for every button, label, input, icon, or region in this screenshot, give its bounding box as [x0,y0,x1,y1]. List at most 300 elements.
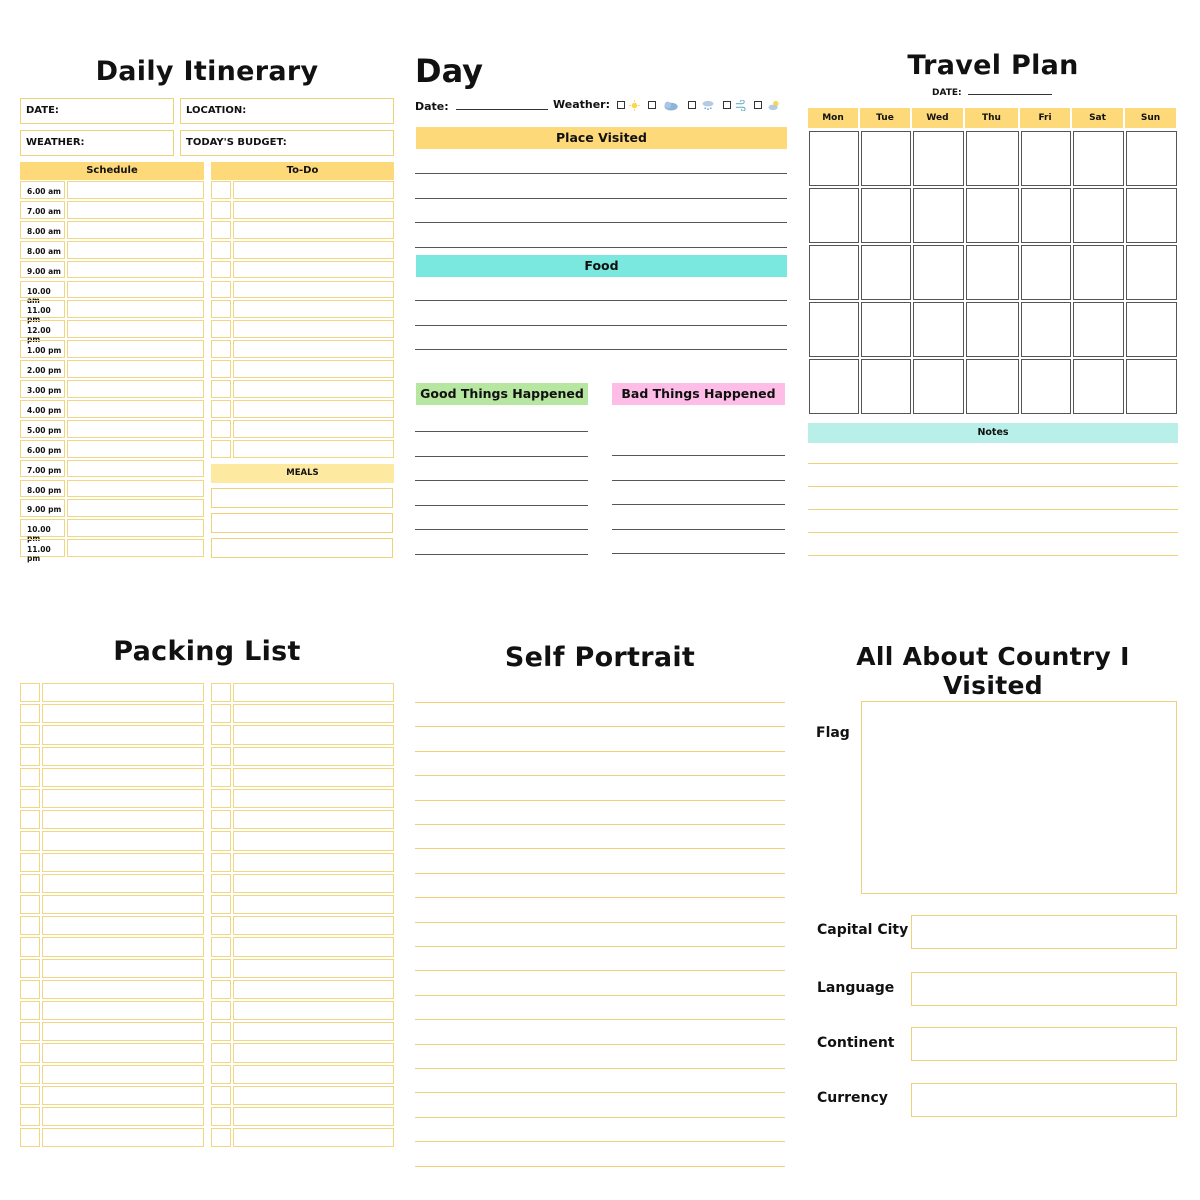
schedule-time-cell [20,460,65,478]
calendar-day-cell[interactable] [1126,188,1177,243]
schedule-time-cell [20,241,65,259]
meal-field-1[interactable] [211,488,393,508]
calendar-day-cell[interactable] [1073,188,1124,243]
calendar-day-cell[interactable] [861,359,911,414]
self-portrait-line [415,1019,785,1020]
schedule-time-cell [20,181,65,199]
self-portrait-line [415,995,785,996]
todo-checkbox[interactable] [211,241,231,259]
self-portrait-line [415,775,785,776]
schedule-row [20,519,204,544]
budget-field[interactable] [180,130,394,156]
weather-check-wind[interactable] [723,101,731,109]
packing-item-cell[interactable] [233,768,394,787]
schedule-row [20,360,204,378]
calendar-day-header: Mon [808,108,858,128]
packing-checkbox[interactable] [20,747,40,766]
schedule-header: Schedule [20,162,204,180]
packing-item-cell[interactable] [42,1128,204,1147]
packing-checkbox[interactable] [20,683,40,702]
todo-checkbox[interactable] [211,281,231,299]
schedule-row [20,281,204,305]
packing-checkbox[interactable] [211,916,231,935]
schedule-time-label: 11.00 pm [27,306,51,325]
packing-item-cell[interactable] [42,1001,204,1020]
packing-item-cell[interactable] [233,810,394,829]
capital-city-field[interactable] [911,915,1177,949]
food-line [415,349,787,350]
day-panel [415,50,787,560]
todo-checkbox[interactable] [211,201,231,219]
weather-check-partly[interactable] [754,101,762,109]
location-field[interactable] [180,98,394,124]
calendar-day-cell[interactable] [1021,131,1071,186]
calendar-day-cell[interactable] [966,359,1019,414]
packing-item-cell[interactable] [233,747,394,766]
schedule-entry-cell[interactable] [67,440,204,458]
schedule-row [20,400,204,418]
schedule-entry-cell[interactable] [67,420,204,438]
packing-row [20,895,204,914]
day-date-line[interactable] [456,109,548,110]
packing-item-cell[interactable] [233,959,394,978]
good-things-lines[interactable] [415,406,588,556]
day-weather-row [553,98,783,111]
packing-item-cell[interactable] [233,916,394,935]
packing-checkbox[interactable] [211,768,231,787]
language-label: Language [817,980,895,996]
calendar-day-cell[interactable] [913,245,964,300]
packing-item-cell[interactable] [233,789,394,808]
packing-item-cell[interactable] [233,1022,394,1041]
todo-entry-cell[interactable] [233,300,394,318]
weather-check-sun[interactable] [617,101,625,109]
packing-item-cell[interactable] [233,1128,394,1147]
schedule-time-cell [20,519,65,544]
calendar-day-cell[interactable] [1073,359,1124,414]
self-portrait-line [415,751,785,752]
packing-checkbox[interactable] [211,725,231,744]
packing-item-cell[interactable] [233,853,394,872]
meal-field-3[interactable] [211,538,393,558]
packing-row [211,1022,394,1041]
packing-row [20,768,204,787]
calendar-day-cell[interactable] [861,302,911,357]
todo-entry-cell[interactable] [233,340,394,358]
packing-checkbox[interactable] [211,747,231,766]
packing-row [20,1065,204,1084]
calendar-day-cell[interactable] [861,245,911,300]
todo-entry-cell[interactable] [233,221,394,239]
schedule-time-label: 8.00 pm [27,485,62,495]
travel-date-label: DATE: [932,88,962,98]
calendar-day-cell[interactable] [913,131,964,186]
packing-checkbox[interactable] [211,1043,231,1062]
place-visited-header: Place Visited [416,127,787,149]
schedule-entry-cell[interactable] [67,380,204,398]
packing-checkbox[interactable] [211,789,231,808]
packing-item-cell[interactable] [233,1043,394,1062]
schedule-entry-cell[interactable] [67,181,204,199]
calendar-day-cell[interactable] [809,302,859,357]
packing-row [20,1001,204,1020]
packing-item-cell[interactable] [233,980,394,999]
calendar-day-cell[interactable] [1073,245,1124,300]
todo-entry-cell[interactable] [233,420,394,438]
calendar-day-cell[interactable] [861,131,911,186]
packing-checkbox[interactable] [211,810,231,829]
packing-item-cell[interactable] [42,1043,204,1062]
calendar-day-cell[interactable] [1021,188,1071,243]
calendar-day-cell[interactable] [1126,302,1177,357]
packing-item-cell[interactable] [233,1086,394,1105]
packing-checkbox[interactable] [211,1022,231,1041]
schedule-row [20,420,204,438]
calendar-day-cell[interactable] [809,245,859,300]
packing-checkbox[interactable] [211,1065,231,1084]
notes-header: Notes [808,423,1178,443]
calendar-day-cell[interactable] [966,302,1019,357]
todo-row [211,241,394,259]
weather-field[interactable] [20,130,174,156]
calendar-day-cell[interactable] [1126,359,1177,414]
packing-checkbox[interactable] [20,704,40,723]
packing-checkbox[interactable] [20,853,40,872]
todo-entry-cell[interactable] [233,320,394,338]
schedule-row [20,380,204,398]
packing-list-panel [20,630,394,1152]
packing-checkbox[interactable] [20,937,40,956]
packing-checkbox[interactable] [20,1001,40,1020]
schedule-time-label: 9.00 am [27,266,61,276]
schedule-entry-cell[interactable] [67,360,204,378]
schedule-entry-cell[interactable] [67,241,204,259]
packing-checkbox[interactable] [20,1128,40,1147]
packing-item-cell[interactable] [42,937,204,956]
packing-checkbox[interactable] [211,1001,231,1020]
calendar-day-cell[interactable] [1073,302,1124,357]
notes-line [808,509,1178,510]
self-portrait-line [415,873,785,874]
calendar-day-cell[interactable] [966,131,1019,186]
todo-checkbox[interactable] [211,261,231,279]
todo-checkbox[interactable] [211,320,231,338]
todo-row [211,340,394,358]
schedule-time-cell [20,221,65,239]
schedule-entry-cell[interactable] [67,300,204,318]
packing-row [20,959,204,978]
date-field[interactable] [20,98,174,124]
packing-row [211,1001,394,1020]
todo-checkbox[interactable] [211,181,231,199]
packing-item-cell[interactable] [233,895,394,914]
self-portrait-line [415,970,785,971]
packing-item-cell[interactable] [42,1107,204,1126]
bad-things-line [612,529,785,530]
schedule-row [20,241,204,259]
calendar-day-cell[interactable] [1126,131,1177,186]
self-portrait-title: Self Portrait [504,642,696,673]
packing-checkbox[interactable] [20,725,40,744]
packing-item-cell[interactable] [42,831,204,850]
todo-entry-cell[interactable] [233,241,394,259]
schedule-entry-cell[interactable] [67,539,204,557]
schedule-row [20,320,204,345]
self-portrait-line [415,1117,785,1118]
schedule-time-label: 7.00 pm [27,465,62,475]
packing-item-cell[interactable] [233,1107,394,1126]
packing-checkbox[interactable] [20,874,40,893]
packing-row [211,768,394,787]
todo-entry-cell[interactable] [233,281,394,299]
packing-checkbox[interactable] [211,683,231,702]
schedule-time-label: 7.00 am [27,206,61,216]
todo-entry-cell[interactable] [233,201,394,219]
notes-line [808,486,1178,487]
packing-item-cell[interactable] [233,937,394,956]
packing-checkbox[interactable] [211,980,231,999]
todo-checkbox[interactable] [211,400,231,418]
todo-entry-cell[interactable] [233,261,394,279]
packing-list-title: Packing List [113,636,301,667]
bad-things-line [612,455,785,456]
packing-checkbox[interactable] [211,959,231,978]
currency-field[interactable] [911,1083,1177,1117]
snow-cloud-icon [700,100,716,111]
calendar-day-header: Wed [912,108,963,128]
packing-checkbox[interactable] [20,895,40,914]
packing-item-cell[interactable] [42,959,204,978]
schedule-time-label: 3.00 pm [27,386,62,395]
schedule-entry-cell[interactable] [67,320,204,338]
calendar-day-cell[interactable] [913,359,964,414]
packing-row [211,874,394,893]
packing-row [20,937,204,956]
language-field[interactable] [911,972,1177,1006]
notes-line [808,555,1178,556]
schedule-time-cell [20,380,65,398]
weather-check-snow[interactable] [688,101,696,109]
self-portrait-lines[interactable] [415,702,785,1152]
packing-item-cell[interactable] [42,789,204,808]
packing-item-cell[interactable] [233,683,394,702]
packing-checkbox[interactable] [20,916,40,935]
schedule-time-label: 2.00 pm [27,366,62,376]
packing-row [211,1107,394,1126]
calendar-day-header: Tue [860,108,910,128]
packing-checkbox[interactable] [211,1107,231,1126]
travel-date-row [932,88,1052,98]
todo-entry-cell[interactable] [233,181,394,199]
packing-item-cell[interactable] [42,768,204,787]
todo-entry-cell[interactable] [233,380,394,398]
schedule-time-label: 8.00 am [27,226,61,236]
packing-checkbox[interactable] [20,980,40,999]
calendar-day-cell[interactable] [913,302,964,357]
day-date-label: Date: [415,100,449,113]
packing-row [20,1128,204,1147]
calendar-day-cell[interactable] [1126,245,1177,300]
packing-checkbox[interactable] [211,1086,231,1105]
packing-item-cell[interactable] [42,725,204,744]
schedule-row [20,460,204,478]
todo-checkbox[interactable] [211,440,231,458]
todo-checkbox[interactable] [211,340,231,358]
todo-checkbox[interactable] [211,360,231,378]
packing-checkbox[interactable] [211,1128,231,1147]
schedule-entry-cell[interactable] [67,480,204,498]
packing-row [211,1043,394,1062]
packing-item-cell[interactable] [42,916,204,935]
packing-item-cell[interactable] [233,1065,394,1084]
todo-checkbox[interactable] [211,221,231,239]
schedule-entry-cell[interactable] [67,201,204,219]
calendar-day-cell[interactable] [1021,359,1071,414]
packing-item-cell[interactable] [42,874,204,893]
schedule-entry-cell[interactable] [67,261,204,279]
packing-checkbox[interactable] [211,874,231,893]
calendar-day-cell[interactable] [861,188,911,243]
todo-row [211,221,394,239]
packing-checkbox[interactable] [20,810,40,829]
packing-item-cell[interactable] [233,704,394,723]
packing-item-cell[interactable] [42,853,204,872]
schedule-entry-cell[interactable] [67,460,204,478]
calendar-day-cell[interactable] [966,188,1019,243]
self-portrait-line [415,946,785,947]
packing-row [20,1022,204,1041]
good-things-line [415,456,588,457]
place-visited-line [415,173,787,174]
packing-row [20,916,204,935]
calendar-day-cell[interactable] [1021,302,1071,357]
travel-date-line[interactable] [968,94,1052,95]
schedule-entry-cell[interactable] [67,340,204,358]
self-portrait-line [415,1166,785,1167]
packing-row [20,1043,204,1062]
packing-row [211,789,394,808]
packing-checkbox[interactable] [211,895,231,914]
packing-item-cell[interactable] [42,810,204,829]
good-things-line [415,505,588,506]
todo-checkbox[interactable] [211,380,231,398]
packing-checkbox[interactable] [20,1043,40,1062]
packing-row [211,853,394,872]
packing-checkbox[interactable] [20,1065,40,1084]
packing-row [211,747,394,766]
schedule-entry-cell[interactable] [67,281,204,299]
packing-checkbox[interactable] [211,937,231,956]
calendar-day-cell[interactable] [809,359,859,414]
todo-checkbox[interactable] [211,420,231,438]
todo-row [211,300,394,318]
packing-checkbox[interactable] [211,831,231,850]
packing-row [20,1086,204,1105]
packing-item-cell[interactable] [233,874,394,893]
calendar-day-header: Fri [1020,108,1070,128]
packing-row [20,810,204,829]
packing-item-cell[interactable] [233,1001,394,1020]
schedule-entry-cell[interactable] [67,221,204,239]
packing-checkbox[interactable] [20,831,40,850]
packing-checkbox[interactable] [20,1086,40,1105]
packing-checkbox[interactable] [20,768,40,787]
schedule-entry-cell[interactable] [67,519,204,537]
food-lines[interactable] [415,278,787,353]
schedule-time-cell [20,320,65,345]
packing-item-cell[interactable] [42,704,204,723]
self-portrait-line [415,1044,785,1045]
wind-icon [735,100,746,111]
self-portrait-line [415,848,785,849]
location-label: LOCATION: [186,105,247,116]
packing-checkbox[interactable] [211,704,231,723]
calendar-day-cell[interactable] [809,131,859,186]
packing-checkbox[interactable] [211,853,231,872]
packing-item-cell[interactable] [42,1065,204,1084]
schedule-time-cell [20,300,65,325]
schedule-row [20,261,204,279]
flag-box[interactable] [861,701,1177,894]
packing-item-cell[interactable] [42,895,204,914]
packing-checkbox[interactable] [20,959,40,978]
flag-label: Flag [816,725,850,741]
packing-item-cell[interactable] [42,1022,204,1041]
place-visited-lines[interactable] [415,150,787,250]
calendar-day-cell[interactable] [1073,131,1124,186]
packing-checkbox[interactable] [20,1022,40,1041]
continent-field[interactable] [911,1027,1177,1061]
calendar-day-cell[interactable] [809,188,859,243]
notes-lines[interactable] [808,443,1178,558]
weather-check-cloud[interactable] [648,101,656,109]
packing-item-cell[interactable] [233,725,394,744]
bad-things-lines[interactable] [612,406,785,556]
todo-entry-cell[interactable] [233,360,394,378]
packing-checkbox[interactable] [20,789,40,808]
place-visited-line [415,198,787,199]
schedule-row [20,480,204,498]
packing-item-cell[interactable] [42,980,204,999]
schedule-entry-cell[interactable] [67,400,204,418]
schedule-time-label: 11.00 pm [27,545,51,564]
packing-item-cell[interactable] [42,747,204,766]
calendar-day-cell[interactable] [1021,245,1071,300]
packing-item-cell[interactable] [42,683,204,702]
calendar-day-cell[interactable] [966,245,1019,300]
todo-entry-cell[interactable] [233,400,394,418]
calendar-day-cell[interactable] [913,188,964,243]
packing-checkbox[interactable] [20,1107,40,1126]
todo-checkbox[interactable] [211,300,231,318]
packing-item-cell[interactable] [233,831,394,850]
self-portrait-line [415,702,785,703]
packing-item-cell[interactable] [42,1086,204,1105]
day-date-row [415,100,548,113]
todo-entry-cell[interactable] [233,440,394,458]
packing-row [20,747,204,766]
packing-row [211,959,394,978]
good-things-line [415,431,588,432]
schedule-entry-cell[interactable] [67,499,204,517]
schedule-row [20,201,204,219]
weather-label: WEATHER: [26,137,85,148]
meal-field-2[interactable] [211,513,393,533]
schedule-time-cell [20,340,65,358]
travel-calendar [808,108,1178,416]
country-title: All About Country I Visited [856,642,1130,700]
self-portrait-line [415,897,785,898]
